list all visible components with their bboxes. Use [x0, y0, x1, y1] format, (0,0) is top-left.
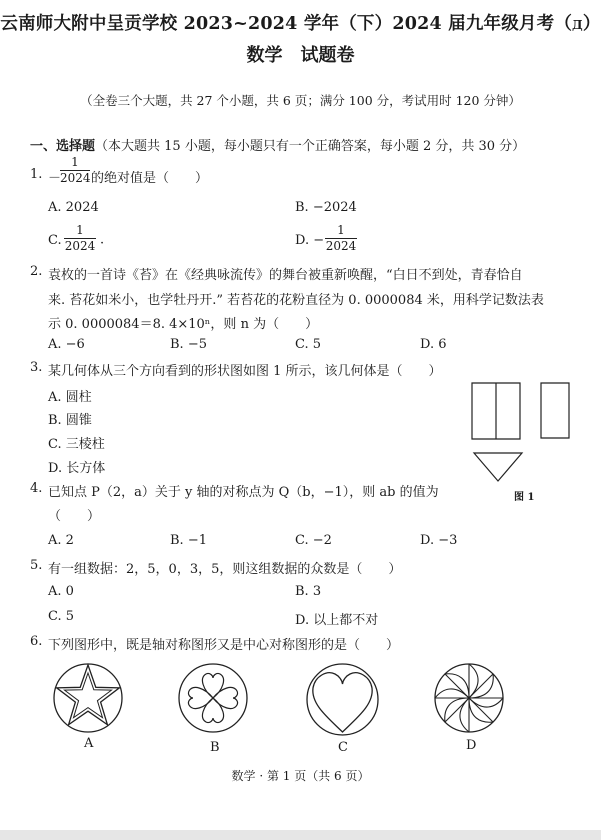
q2-option-b: B. −5 — [170, 337, 207, 352]
q1-option-c-fraction: $\frac{1}{2024}$ — [64, 223, 96, 253]
handwritten-mark: Д — [572, 18, 583, 32]
q2-line3: 示 0. 0000084＝8. 4×10ⁿ，则 n 为（ ） — [48, 317, 319, 332]
section-heading: 一、选择题（本大题共 15 小题，每小题只有一个正确答案，每小题 2 分，共 30 分） — [30, 139, 526, 154]
q5-stem: 有一组数据：2，5，0，3，5，则这组数据的众数是（ ） — [48, 562, 402, 577]
q5-option-b: B. 3 — [295, 584, 322, 599]
q3-option-d: D. 长方体 — [48, 461, 106, 476]
q5-option-c: C. 5 — [48, 609, 75, 624]
q3-number: 3. — [30, 360, 43, 375]
q5-option-d: D. 以上都不对 — [295, 613, 379, 628]
q1-option-a: A. 2024 — [48, 200, 99, 215]
q4-option-b: B. −1 — [170, 533, 207, 548]
q1-fraction: $\frac{1}{2024}$ — [60, 155, 91, 185]
q6-label-d: D — [466, 738, 477, 753]
q4-option-d: D. −3 — [420, 533, 458, 548]
q6-number: 6. — [30, 634, 43, 649]
q1-option-b: B. −2024 — [295, 200, 357, 215]
q2-option-a: A. −6 — [48, 337, 85, 352]
q1-option-d-fraction: $\frac{1}{2024}$ — [325, 223, 357, 253]
q6-figure-c-heart-in-circle — [305, 662, 380, 737]
q2-option-c: C. 5 — [295, 337, 322, 352]
page-bottom-edge — [0, 830, 601, 840]
q1-stem: 的绝对值是（ ） — [91, 171, 209, 186]
q6-figure-b-hearts-in-circle — [177, 662, 249, 734]
q4-number: 4. — [30, 481, 43, 496]
q6-label-c: C — [338, 740, 348, 755]
q4-option-a: A. 2 — [48, 533, 74, 548]
q1-option-c-dot: · — [100, 236, 105, 251]
q6-label-a: A — [84, 736, 94, 751]
page-footer: 数学 · 第 1 页（共 6 页） — [231, 769, 370, 783]
q3-option-a: A. 圆柱 — [48, 390, 92, 405]
q1-number: 1. — [30, 167, 43, 182]
q5-number: 5. — [30, 558, 43, 573]
q2-line2: 来. 苔花如米小，也学牡丹开.” 若苔花的花粉直径为 0. 0000084 米，用科学记数法表 — [48, 293, 544, 308]
q5-option-a: A. 0 — [48, 584, 74, 599]
q1-sign: － — [48, 171, 62, 186]
q1-option-c-label: C. — [48, 233, 62, 248]
q4-option-c: C. −2 — [295, 533, 332, 548]
q4-stem: 已知点 P（2，a）关于 y 轴的对称点为 Q（b，−1），则 ab 的值为 — [48, 485, 439, 500]
q6-figure-d-pinwheel-in-circle — [433, 662, 505, 734]
side-view — [541, 383, 569, 438]
figure-1-three-views — [470, 380, 575, 485]
q3-stem: 某几何体从三个方向看到的形状图如图 1 所示，该几何体是（ ） — [48, 364, 442, 379]
q6-stem: 下列图形中，既是轴对称图形又是中心对称图形的是（ ） — [48, 638, 400, 653]
q1-option-d-label: D. − — [295, 233, 325, 248]
exam-title-line2: 数学 试题卷 — [246, 45, 355, 66]
exam-title-line1: 云南师大附中呈贡学校 2023~2024 学年（下）2024 届九年级月考（Д） — [0, 14, 601, 34]
q2-line1: 袁枚的一首诗《苔》在《经典咏流传》的舞台被重新唤醒，“白日不到处，青春恰自 — [48, 268, 523, 283]
q3-option-c: C. 三棱柱 — [48, 437, 105, 452]
q3-option-b: B. 圆锥 — [48, 413, 92, 428]
q2-option-d: D. 6 — [420, 337, 447, 352]
top-view-triangle — [474, 453, 522, 481]
q4-paren: （ ） — [48, 509, 101, 524]
figure-1-caption: 图 1 — [514, 492, 535, 503]
q6-label-b: B — [210, 740, 220, 755]
q2-number: 2. — [30, 264, 43, 279]
q6-figure-a-star-in-circle — [52, 662, 124, 734]
exam-instructions: （全卷三个大题，共 27 个小题，共 6 页；满分 100 分，考试用时 120 分钟） — [80, 93, 521, 108]
